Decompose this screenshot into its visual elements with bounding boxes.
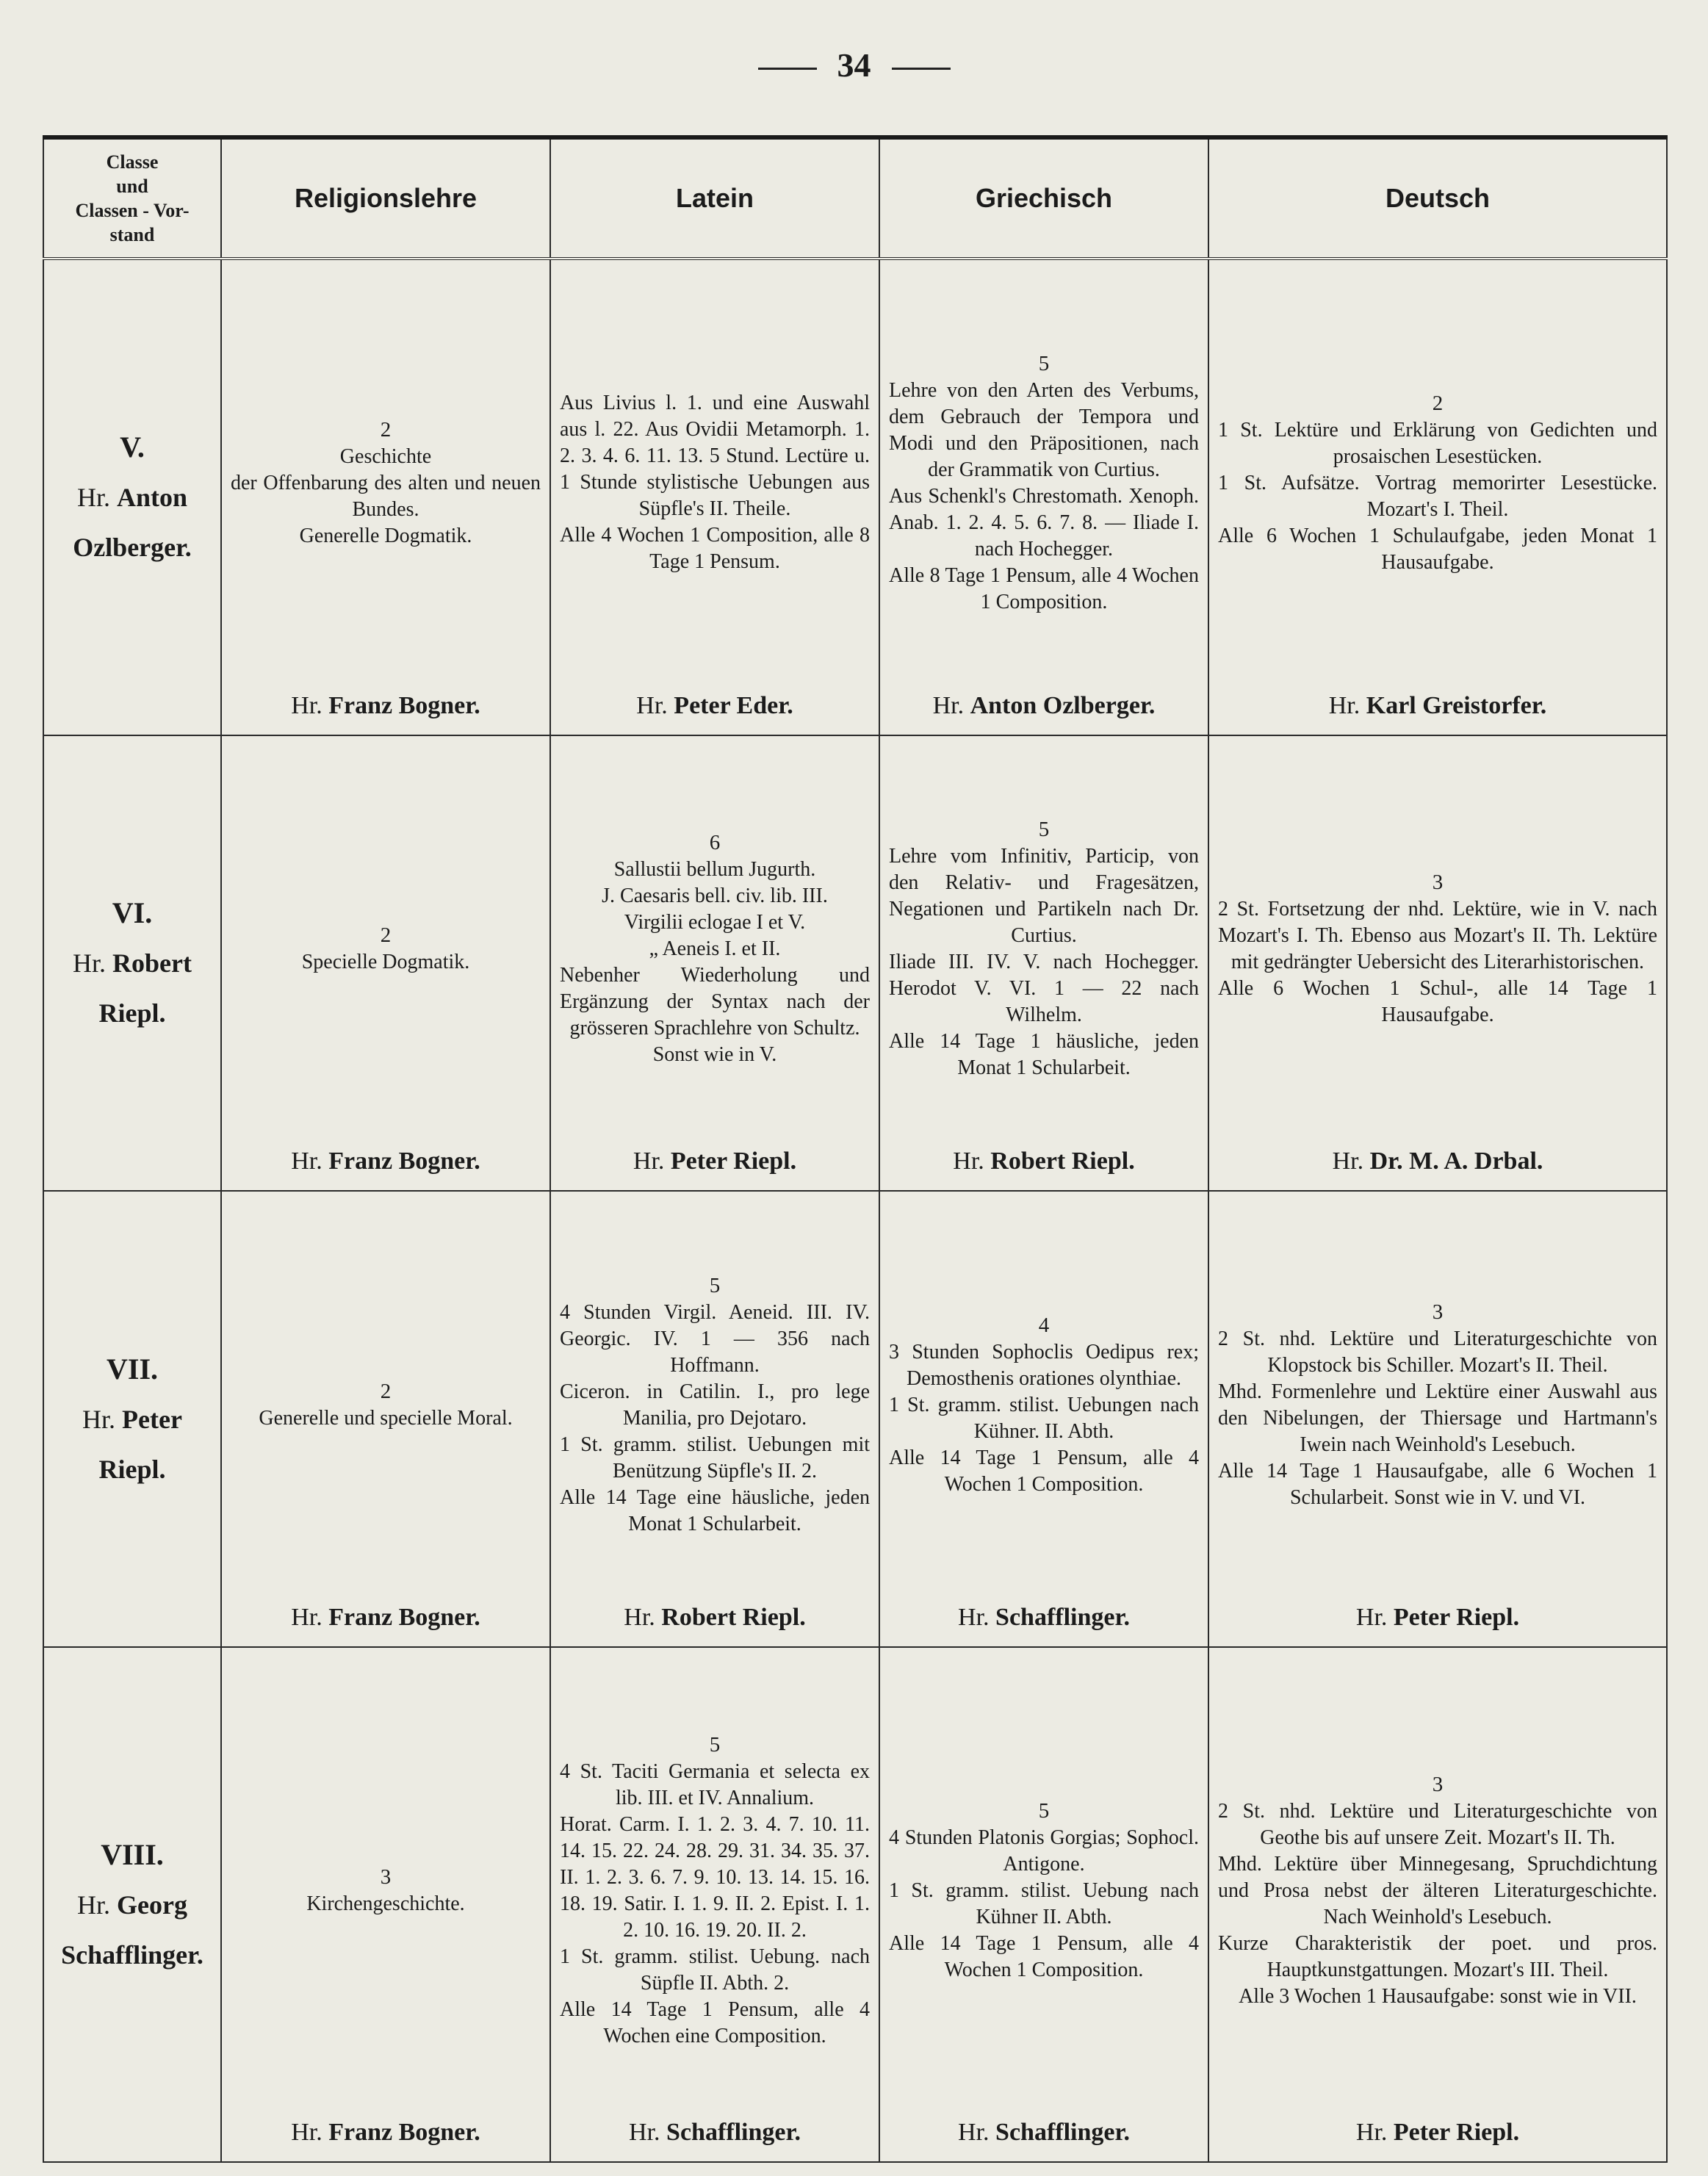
hours: 2 (380, 923, 392, 948)
class-head-firstname: Robert (112, 948, 192, 979)
teacher: Hr. Karl Greistorfer. (1328, 691, 1547, 719)
teacher: Hr. Peter Riepl. (1355, 1604, 1520, 1632)
teacher: Hr. Peter Riepl. (633, 1148, 797, 1175)
table-row (43, 259, 1667, 735)
header-row (43, 137, 1667, 259)
content: Specielle Dogmatik. (301, 951, 470, 974)
griechisch-cell (879, 259, 1208, 735)
hours: 5 (1038, 351, 1050, 375)
header-griechisch: Griechisch (879, 137, 1208, 259)
teacher: Hr. Franz Bogner. (291, 2119, 480, 2146)
class-head-firstname: Georg (117, 1889, 187, 1920)
deutsch-cell (1208, 1191, 1667, 1647)
content: 1 St. Lektüre und Erklärung von Gedichten und prosaischen Lesestücken. 1 St. Aufsätze. Vortrag memorirter Lesestücke. Mozart's I. Theil. Alle 6 Wochen 1 Schulaufgabe, jeden Monat 1 Hausaufgabe. (1218, 418, 1657, 574)
hours: 5 (1038, 818, 1050, 842)
content: Aus Livius l. 1. und eine Auswahl aus l. 22. Aus Ovidii Metamorph. 1. 2. 3. 4. 6. 11. 13. 5 Stund. Lectüre u. 1 Stunde stylistische Uebungen aus Süpfle's II. Theile. Alle 4 Wochen 1 Composition, alle 8 Tage 1 Pensum. (560, 391, 870, 573)
hours: 3 (1432, 871, 1444, 895)
content: 4 St. Taciti Germania et selecta ex lib. III. et IV. Annalium. Horat. Carm. I. 1. 2. 3. 4. 7. 10. 11. 14. 15. 22. 24. 28. 29. 31. 34. 35. 37. II. 1. 2. 3. 6. 7. 9. 10. 13. 14. 15. 16. 18. 19. Satir. I. 1. 9. II. 2. Epist. I. 1. 2. 10. 16. 19. 20. II. 2. 1 St. gramm. stilist. Uebung. nach Süpfle II. Abth. 2. Alle 14 Tage 1 Pensum, alle 4 Wochen eine Composition. (560, 1759, 870, 2047)
content: Sallustii bellum Jugurth. J. Caesaris bell. civ. lib. III. Virgilii eclogae I et V. „ Aeneis I. et II. Nebenher Wiederholung und Ergänzung der Syntax nach der grösseren Sprachlehre von Schultz. Sonst wie in V. (560, 858, 870, 1067)
latein-cell (550, 1647, 879, 2162)
left-dash (758, 68, 817, 70)
hours: 2 (380, 1379, 392, 1403)
class-numeral: VI. (112, 896, 153, 930)
header-religion: Religionslehre (221, 137, 550, 259)
griechisch-cell (879, 735, 1208, 1192)
header-classe: Classe und Classen - Vor- stand (43, 137, 221, 259)
page-number (0, 46, 1708, 84)
teacher: Hr. Robert Riepl. (953, 1148, 1135, 1175)
deutsch-cell (1208, 1647, 1667, 2162)
hours: 5 (709, 1732, 721, 1757)
class-head-firstname: Anton (116, 482, 188, 512)
teacher: Hr. Franz Bogner. (291, 1148, 480, 1175)
teacher: Hr. Anton Ozlberger. (932, 691, 1156, 719)
teacher: Hr. Franz Bogner. (291, 1604, 480, 1632)
religion-cell (221, 259, 550, 735)
deutsch-cell (1208, 735, 1667, 1192)
class-head-surname: Riepl. (98, 998, 166, 1028)
teacher: Hr. Franz Bogner. (291, 691, 480, 719)
content: Generelle und specielle Moral. (259, 1406, 513, 1430)
hours: 3 (380, 1865, 392, 1889)
latein-cell (550, 1191, 879, 1647)
griechisch-cell (879, 1647, 1208, 2162)
content: Lehre von den Arten des Verbums, dem Gebrauch der Tempora und Modi und den Präpositionen, nach der Grammatik von Curtius. Aus Schenkl's Chrestomath. Xenoph. Anab. 1. 2. 4. 5. 6. 7. 8. — Iliade I. nach Hochegger. Alle 8 Tage 1 Pensum, alle 4 Wochen 1 Composition. (889, 378, 1199, 613)
class-numeral: VII. (106, 1352, 159, 1386)
content: 3 Stunden Sophoclis Oedipus rex; Demosthenis orationes olynthiae. 1 St. gramm. stilist. Uebungen nach Kühner. II. Abth. Alle 14 Tage 1 Pensum, alle 4 Wochen 1 Composition. (889, 1340, 1199, 1496)
class-head-surname: Ozlberger. (73, 532, 192, 562)
hours: 6 (709, 831, 721, 855)
class-head-surname: Schafflinger. (61, 1939, 203, 1970)
class-numeral: VIII. (101, 1837, 164, 1871)
latein-cell (550, 259, 879, 735)
griechisch-cell (879, 1191, 1208, 1647)
deutsch-cell (1208, 259, 1667, 735)
table-row (43, 735, 1667, 1192)
class-cell (43, 1647, 221, 2162)
class-numeral: V. (120, 430, 145, 464)
content: 2 St. nhd. Lektüre und Literaturgeschichte von Klopstock bis Schiller. Mozart's II. Theil. Mhd. Formenlehre und Lektüre einer Auswahl aus den Nibelungen, der Thiersage und Hartmann's Iwein nach Weinhold's Lesebuch. Alle 14 Tage 1 Hausaufgabe, alle 6 Wochen 1 Schularbeit. Sonst wie in V. und VI. (1218, 1327, 1657, 1509)
class-cell (43, 1191, 221, 1647)
right-dash (892, 68, 951, 70)
lesson-plan-table (43, 135, 1668, 2163)
content: 4 Stunden Platonis Gorgias; Sophocl. Antigone. 1 St. gramm. stilist. Uebung nach Kühner II. Abth. Alle 14 Tage 1 Pensum, alle 4 Wochen 1 Composition. (889, 1826, 1199, 1981)
table-row (43, 1647, 1667, 2162)
religion-cell (221, 735, 550, 1192)
page-number-text: 34 (837, 46, 871, 84)
class-head-prefix: Hr. (77, 1889, 111, 1920)
class-head-prefix: Hr. (73, 948, 107, 979)
teacher: Hr. Peter Riepl. (1355, 2119, 1520, 2146)
teacher: Hr. Dr. M. A. Drbal. (1332, 1148, 1543, 1175)
content: 4 Stunden Virgil. Aeneid. III. IV. Georgic. IV. 1 — 356 nach Hoffmann. Ciceron. in Catilin. I., pro lege Manilia, pro Dejotaro. 1 St. gramm. stilist. Uebungen mit Benützung Süpfle's II. 2. Alle 14 Tage eine häusliche, jeden Monat 1 Schularbeit. (560, 1300, 870, 1535)
teacher: Hr. Robert Riepl. (624, 1604, 806, 1632)
teacher: Hr. Schafflinger. (958, 2119, 1130, 2146)
hours: 4 (1038, 1313, 1050, 1337)
religion-cell (221, 1647, 550, 2162)
content: 2 St. nhd. Lektüre und Literaturgeschichte von Geothe bis auf unsere Zeit. Mozart's II. Th. Mhd. Lektüre über Minnegesang, Spruchdichtung und Prosa nebst der älteren Literaturgeschichte. Nach Weinhold's Lesebuch. Kurze Charakteristik der poet. und pros. Hauptkunstgattungen. Mozart's III. Theil. Alle 3 Wochen 1 Hausaufgabe: sonst wie in VII. (1218, 1799, 1657, 2008)
content: Geschichte der Offenbarung des alten und neuen Bundes. Generelle Dogmatik. (231, 444, 541, 547)
teacher: Hr. Peter Eder. (636, 691, 793, 719)
class-head-surname: Riepl. (98, 1454, 166, 1484)
class-head-prefix: Hr. (76, 482, 110, 512)
hours: 2 (380, 417, 392, 442)
class-cell (43, 259, 221, 735)
class-head-firstname: Peter (122, 1404, 182, 1434)
religion-cell (221, 1191, 550, 1647)
hours: 5 (709, 1273, 721, 1297)
teacher: Hr. Schafflinger. (958, 1604, 1130, 1632)
header-deutsch: Deutsch (1208, 137, 1667, 259)
content: Kirchengeschichte. (306, 1892, 465, 1915)
teacher: Hr. Schafflinger. (629, 2119, 801, 2146)
class-cell (43, 735, 221, 1192)
hours: 5 (1038, 1798, 1050, 1823)
hours: 3 (1432, 1300, 1444, 1324)
content: 2 St. Fortsetzung der nhd. Lektüre, wie in V. nach Mozart's I. Th. Ebenso aus Mozart's II. Th. Lektüre mit gedrängter Uebersicht des Literarhistorischen. Alle 6 Wochen 1 Schul-, alle 14 Tage 1 Hausaufgabe. (1218, 898, 1657, 1027)
class-head-prefix: Hr. (82, 1404, 116, 1434)
hours: 2 (1432, 391, 1444, 415)
latein-cell (550, 735, 879, 1192)
table-row (43, 1191, 1667, 1647)
header-latein: Latein (550, 137, 879, 259)
content: Lehre vom Infinitiv, Particip, von den Relativ- und Fragesätzen, Negationen und Partikeln nach Dr. Curtius. Iliade III. IV. V. nach Hochegger. Herodot V. VI. 1 — 22 nach Wilhelm. Alle 14 Tage 1 häusliche, jeden Monat 1 Schularbeit. (889, 845, 1199, 1080)
hours: 3 (1432, 1772, 1444, 1796)
